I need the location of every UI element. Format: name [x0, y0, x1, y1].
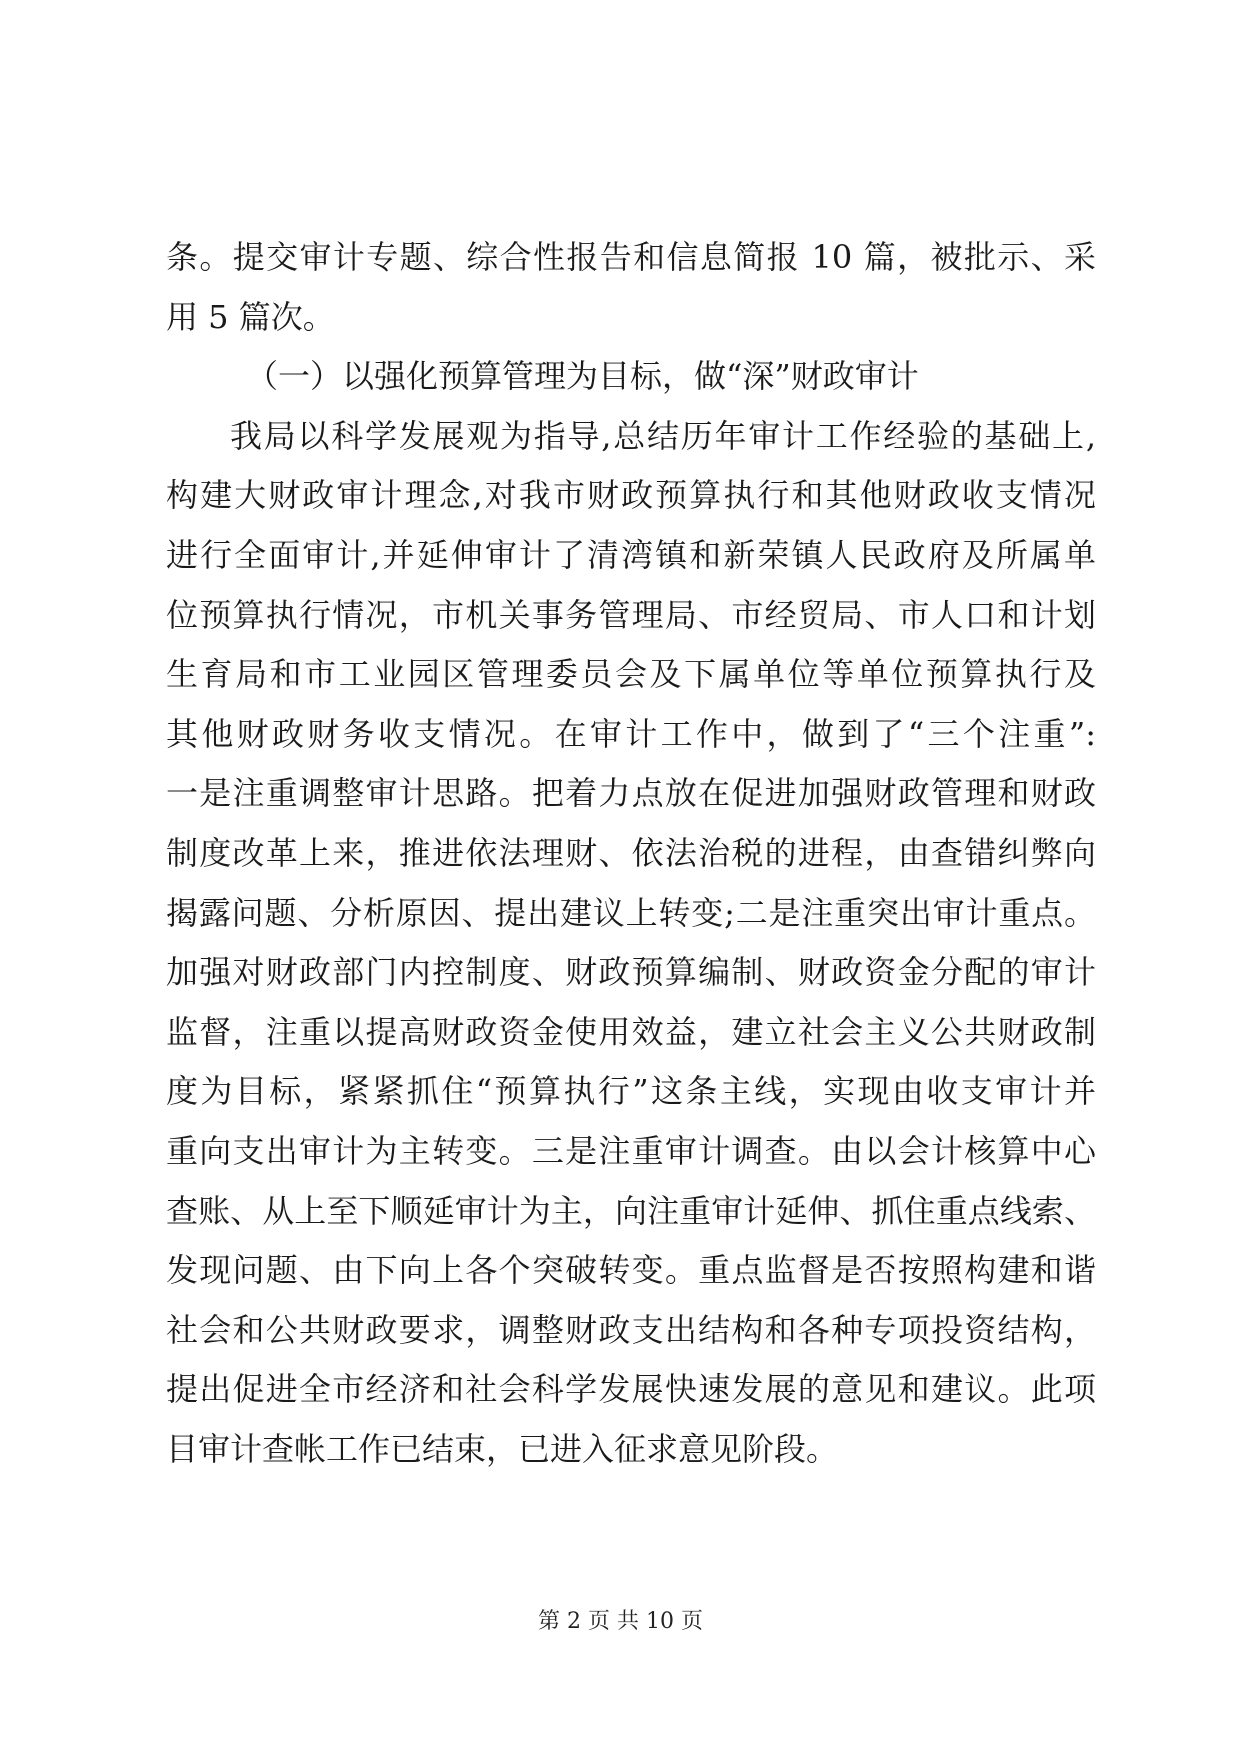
- text-line: 其他财政财务收支情况。在审计工作中，做到了“三个注重”:: [166, 714, 1096, 753]
- page-footer: 第 2 页 共 10 页: [538, 1609, 703, 1634]
- text-line: 位预算执行情况，市机关事务管理局、市经贸局、市人口和计划: [166, 595, 1096, 634]
- text-line: 提出促进全市经济和社会科学发展快速发展的意见和建议。此项: [166, 1370, 1096, 1409]
- text-line: 揭露问题、分析原因、提出建议上转变;二是注重突出审计重点。: [166, 893, 1096, 932]
- section-heading: （一）以强化预算管理为目标，做“深”财政审计: [246, 357, 919, 396]
- text-line: 重向支出审计为主转变。三是注重审计调查。由以会计核算中心: [166, 1131, 1096, 1170]
- text-line: 查账、从上至下顺延审计为主，向注重审计延伸、抓住重点线索、: [166, 1191, 1096, 1230]
- document-body: [166, 228, 1096, 1479]
- text-line: 进行全面审计,并延伸审计了清湾镇和新荣镇人民政府及所属单: [166, 535, 1096, 574]
- text-line: 生育局和市工业园区管理委员会及下属单位等单位预算执行及: [166, 655, 1096, 694]
- text-line: 目审计查帐工作已结束，已进入征求意见阶段。: [166, 1429, 839, 1468]
- text-line: 条。提交审计专题、综合性报告和信息简报 10 篇，被批示、采: [166, 238, 1096, 276]
- text-line: 监督，注重以提高财政资金使用效益，建立社会主义公共财政制: [166, 1012, 1096, 1051]
- text-line: 一是注重调整审计思路。把着力点放在促进加强财政管理和财政: [166, 774, 1096, 813]
- text-line: 构建大财政审计理念,对我市财政预算执行和其他财政收支情况: [166, 476, 1096, 515]
- text-line: 我局以科学发展观为指导,总结历年审计工作经验的基础上,: [230, 416, 1096, 455]
- text-line: 制度改革上来，推进依法理财、依法治税的进程，由查错纠弊向: [166, 833, 1096, 872]
- text-line: 社会和公共财政要求，调整财政支出结构和各种专项投资结构，: [166, 1310, 1096, 1349]
- text-line: 度为目标，紧紧抓住“预算执行”这条主线，实现由收支审计并: [166, 1072, 1096, 1111]
- text-line: 发现问题、由下向上各个突破转变。重点监督是否按照构建和谐: [166, 1251, 1096, 1290]
- text-line: 用 5 篇次。: [166, 297, 335, 336]
- text-line: 加强对财政部门内控制度、财政预算编制、财政资金分配的审计: [166, 953, 1096, 992]
